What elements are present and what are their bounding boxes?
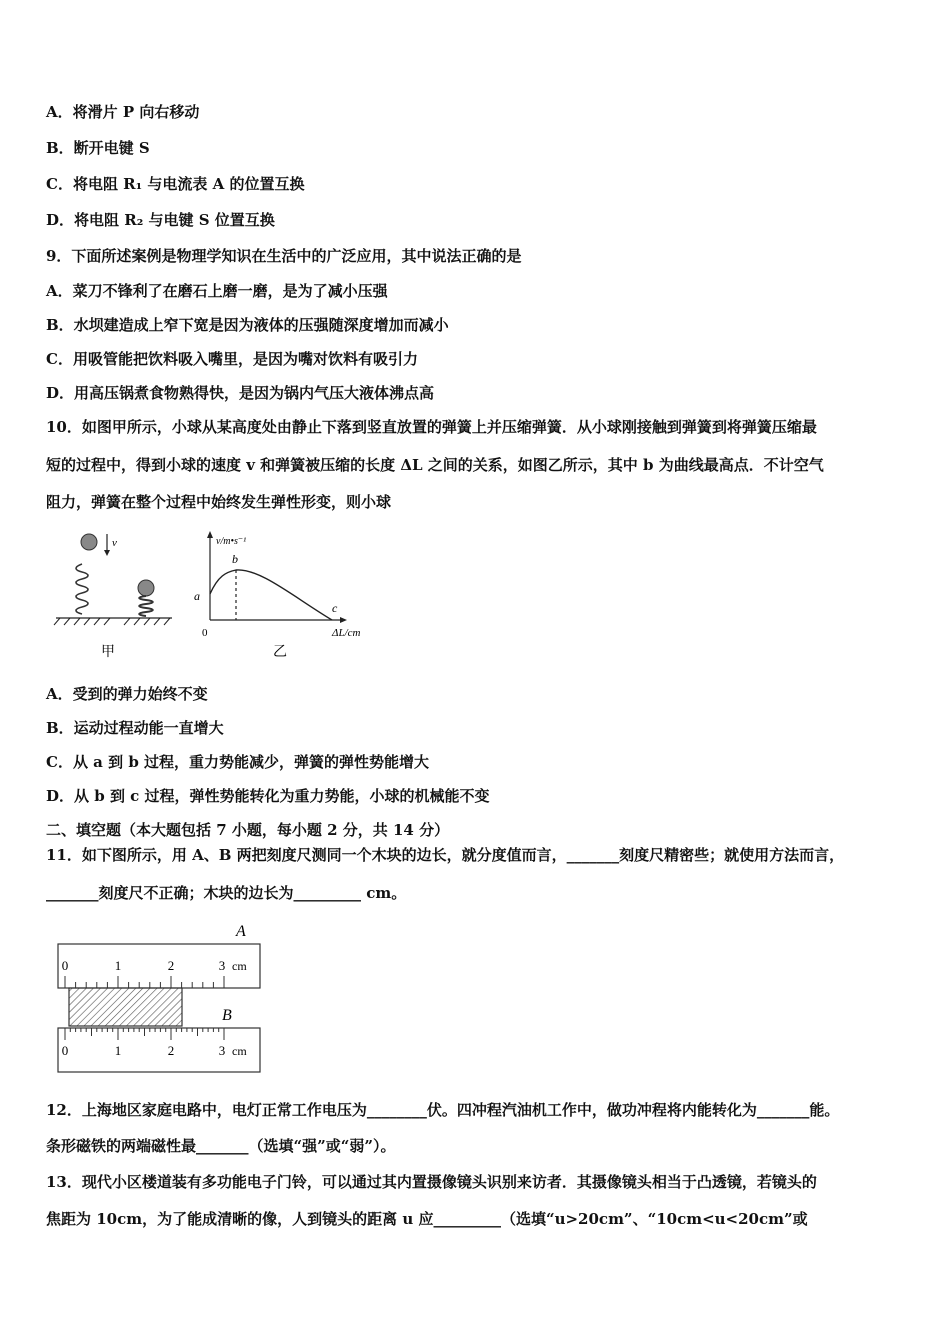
q8-option-c: C．将电阻 R₁ 与电流表 A 的位置互换	[46, 175, 305, 193]
q8-option-b: B．断开电键 S	[46, 139, 150, 157]
spring-uncompressed	[76, 564, 88, 614]
q10-stem-line2: 短的过程中，得到小球的速度 v 和弹簧被压缩的长度 ΔL 之间的关系，如图乙所示，其中 b 为曲线最高点．不计空气	[46, 456, 824, 474]
velocity-arrowhead	[104, 550, 110, 556]
ruler-a-tick-2: 2	[167, 958, 175, 973]
q10-option-d: D．从 b 到 c 过程，弹性势能转化为重力势能，小球的机械能不变	[46, 787, 490, 805]
velocity-curve	[210, 570, 332, 620]
point-b-label: b	[232, 552, 238, 566]
point-a-label: a	[194, 589, 200, 603]
ruler-b-tick-3: 3	[218, 1043, 226, 1058]
q8-option-d: D．将电阻 R₂ 与电键 S 位置互换	[46, 211, 275, 229]
q10-option-a: A．受到的弹力始终不变	[46, 685, 208, 703]
q9-stem: 9．下面所述案例是物理学知识在生活中的广泛应用，其中说法正确的是	[46, 247, 522, 265]
x-axis-arrow	[340, 617, 347, 623]
ruler-a	[58, 944, 260, 988]
q11-line1: 11．如下图所示，用 A、B 两把刻度尺测同一个木块的边长，就分度值而言，_______刻度尺精密些；就使用方法而言，	[46, 846, 845, 864]
x-axis-label: ΔL/cm	[332, 627, 361, 639]
ruler-b-tick-1: 1	[114, 1043, 122, 1058]
q10-stem-line3: 阻力，弹簧在整个过程中始终发生弹性形变，则小球	[46, 493, 392, 511]
ruler-a-unit: cm	[232, 959, 247, 973]
ball-on-spring	[138, 580, 154, 596]
ruler-b-unit: cm	[232, 1044, 247, 1058]
spring-compressed	[139, 596, 153, 616]
figure-11	[50, 918, 270, 1078]
ruler-a-tick-3: 3	[218, 958, 226, 973]
q11-line2: _______刻度尺不正确；木块的边长为_________ cm。	[46, 884, 407, 902]
q10-option-b: B．运动过程动能一直增大	[46, 719, 224, 737]
q8-option-a: A．将滑片 P 向右移动	[46, 103, 200, 121]
q9-option-d: D．用高压锅煮食物熟得快，是因为锅内气压大液体沸点高	[46, 384, 435, 402]
q10-stem-line1: 10．如图甲所示，小球从某高度处由静止下落到竖直放置的弹簧上并压缩弹簧．从小球刚接触到弹簧到将弹簧压缩最	[46, 418, 817, 436]
ground-hatch	[54, 618, 170, 625]
y-axis-arrow	[207, 531, 213, 538]
ball-falling	[81, 534, 97, 550]
figure-jia-label: 甲	[101, 645, 115, 660]
figure-yi-label: 乙	[273, 645, 287, 660]
ruler-b-tick-0: 0	[61, 1043, 69, 1058]
q9-option-b: B．水坝建造成上窄下宽是因为液体的压强随深度增加而减小	[46, 316, 449, 334]
point-c-label: c	[332, 601, 338, 615]
ruler-b-label: B	[222, 1007, 232, 1024]
origin-label: 0	[202, 627, 208, 639]
q9-option-a: A．菜刀不锋利了在磨石上磨一磨，是为了减小压强	[46, 282, 388, 300]
q9-option-c: C．用吸管能把饮料吸入嘴里，是因为嘴对饮料有吸引力	[46, 350, 418, 368]
figure-10	[50, 528, 390, 663]
q13-line2: 焦距为 10cm，为了能成清晰的像，人到镜头的距离 u 应_________（选填“u>20cm”、“10cm<u<20cm”或	[46, 1210, 808, 1228]
ruler-a-tick-0: 0	[61, 958, 69, 973]
ruler-a-label: A	[236, 923, 246, 940]
q12-line2: 条形磁铁的两端磁性最_______（选填“强”或“弱”）。	[46, 1137, 396, 1155]
section-2-heading: 二、填空题（本大题包括 7 小题，每小题 2 分，共 14 分）	[46, 821, 450, 839]
ruler-b	[58, 1028, 260, 1072]
wood-block	[69, 988, 182, 1026]
ruler-b-tick-2: 2	[167, 1043, 175, 1058]
q12-line1: 12．上海地区家庭电路中，电灯正常工作电压为________伏。四冲程汽油机工作中，做功冲程将内能转化为_______能。	[46, 1101, 840, 1119]
ruler-a-tick-1: 1	[114, 958, 122, 973]
y-axis-label: v/m•s⁻¹	[216, 536, 247, 547]
q13-line1: 13．现代小区楼道装有多功能电子门铃，可以通过其内置摄像镜头识别来访者．其摄像镜头相当于凸透镜，若镜头的	[46, 1173, 817, 1191]
q10-option-c: C．从 a 到 b 过程，重力势能减少，弹簧的弹性势能增大	[46, 753, 430, 771]
velocity-label: v	[112, 537, 117, 549]
